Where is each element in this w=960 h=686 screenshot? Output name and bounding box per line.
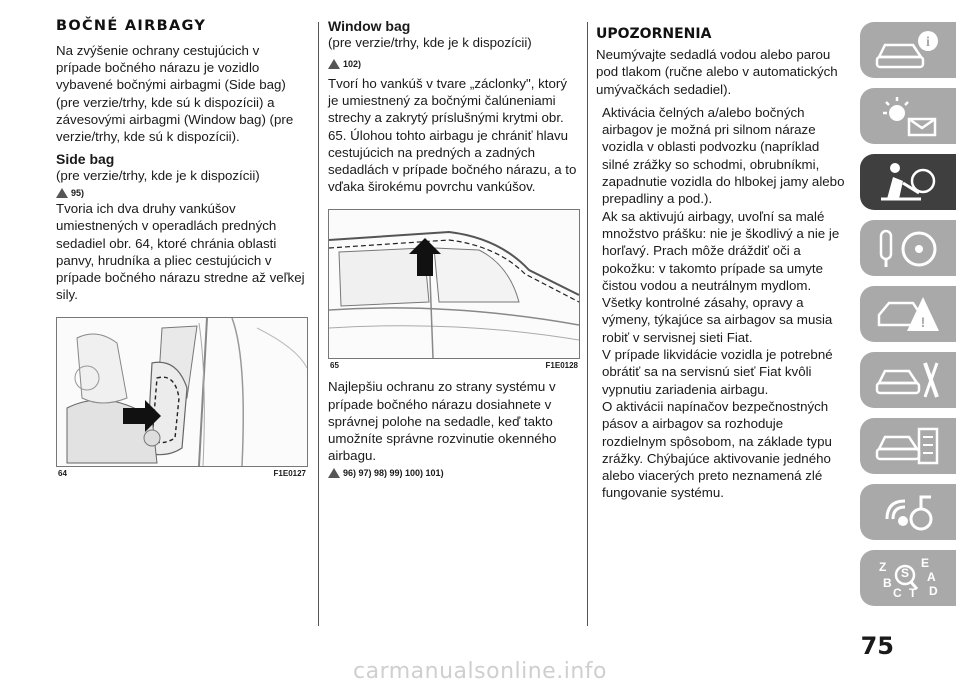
warning-icon (328, 59, 340, 69)
watermark: carmanualsonline.info (353, 659, 607, 684)
tab-car-info[interactable] (860, 22, 956, 78)
window-bag-warning-ref[interactable] (328, 57, 580, 71)
window-bag-heading: Window bag (328, 18, 411, 34)
index-letters-icon (873, 555, 943, 601)
figure-number: 64 (58, 469, 67, 479)
key-steering-icon (873, 225, 943, 271)
figure-frame (328, 209, 580, 359)
dashboard-lights-icon (873, 93, 943, 139)
warning-paragraph: V prípade likvidácie vozidla je potrebné obrátiť sa na servisnú sieť Fiat kvôli vypnutiu zariadenia airbagu. (602, 347, 833, 397)
index-letter: Z (879, 560, 887, 574)
section-title: BOČNÉ AIRBAGY (56, 18, 207, 34)
ref-number: 95) (71, 188, 85, 199)
tab-technical-data[interactable] (860, 418, 956, 474)
warnings-heading: UPOZORNENIA (596, 26, 712, 42)
column-divider (587, 22, 588, 626)
side-bag-paragraph: Tvoria ich dva druhy vankúšov umiestnených v operadlách predných sedadiel obr. 64, ktoré chránia oblasti panvy, hrudníka a pliec cestujúcich v prípade bočného nárazu stredne až veľkej sily. (56, 201, 305, 303)
tab-starting-driving[interactable] (860, 220, 956, 276)
index-letter: T (909, 586, 917, 600)
column-left (56, 18, 308, 478)
technical-data-icon (873, 423, 943, 469)
index-letter: E (921, 556, 930, 570)
page-number: 75 (860, 632, 894, 660)
window-bag-paragraph: Tvorí ho vankúš v tvare „záclonky", ktorý je umiestnený za bočnými čalúneniami strechy a zakrytý príslušnými krytmi obr. 65. Úlohou tohto airbagu je chrániť hlavu cestujúcich na predných a zadných sedadlách v prípade bočného nárazu, a to vďaka širokému povrchu vankúšov. (328, 76, 577, 195)
index-letter: C (893, 586, 902, 600)
warning-paragraph: Všetky kontrolné zásahy, opravy a výmeny, týkajúce sa airbagov sa musia robiť v servisnej sieti Fiat. (602, 295, 833, 345)
airbag-seat-icon (873, 159, 943, 205)
warning-paragraph: O aktivácii napínačov bezpečnostných pásov a airbagov sa rozhoduje rozdielnym spôsobom, na základe typu zrážky. Chýbajúce aktivovanie jedného alebo viacerých preto neznamená zlé fungovanie systému. (602, 398, 832, 501)
figure-frame (56, 317, 308, 467)
intro-paragraph: Na zvýšenie ochrany cestujúcich v prípade bočného nárazu je vozidlo vybavené bočnými airbagmi (Side bag) (pre verzie/trhy, kde sú k dispozícii) a závesovými airbagmi (Window bag) (pre verzie/trhy, kde sú k dispozícii). (56, 43, 294, 145)
warning-icon (56, 188, 68, 198)
warning-triangle-icon (873, 291, 943, 337)
figure-64 (56, 317, 308, 478)
car-info-icon (873, 27, 943, 73)
best-protection-paragraph: Najlepšiu ochranu zo strany systému v prípade bočného nárazu dosiahnete v správnej polohe na sedadle, keď takto umožníte správne rozvinutie okenného airbagu. (328, 379, 557, 464)
column-right (596, 22, 848, 502)
figure-number: 65 (330, 361, 339, 371)
tab-multimedia[interactable] (860, 484, 956, 540)
figure-caption (328, 361, 580, 370)
car-maintenance-icon (873, 357, 943, 403)
index-letter: A (927, 570, 936, 584)
svg-text:i: i (926, 35, 930, 50)
multimedia-icon (873, 489, 943, 535)
best-protection-warning-refs[interactable] (328, 466, 580, 480)
figure-65 (328, 209, 580, 370)
window-bag-car-illustration (329, 210, 579, 358)
tab-safety[interactable] (860, 154, 956, 210)
tab-maintenance[interactable] (860, 352, 956, 408)
side-bag-seat-illustration (57, 318, 307, 466)
column-divider (318, 22, 319, 626)
tab-dashboard-lights[interactable] (860, 88, 956, 144)
side-bag-warning-ref[interactable] (56, 186, 308, 200)
window-bag-availability: (pre verzie/trhy, kde je k dispozícii) (328, 35, 532, 50)
warning-paragraph: Aktivácia čelných a/alebo bočných airbagov je možná pri silnom náraze vozidla v oblasti podvozku (napríklad silné zrážky so schodmi, obrubníkmi, zapadnutie vozidla do hlbokej jamy alebo prepadliny a pod.). (602, 104, 845, 207)
warning-paragraph: Ak sa aktivujú airbagy, uvoľní sa malé množstvo prášku: nie je škodlivý a nie je horľavý. Prach môže dráždiť oči a pokožku: v takomto prípade sa umyte čistou vodou a neutrálnym mydlom. (602, 208, 840, 293)
tab-emergency[interactable] (860, 286, 956, 342)
svg-text:!: ! (920, 314, 926, 330)
warning-icon (328, 468, 340, 478)
warning-list (602, 104, 848, 502)
index-letter: B (883, 576, 892, 590)
tab-index[interactable] (860, 550, 956, 606)
column-middle (328, 18, 580, 480)
side-bag-heading: Side bag (56, 151, 115, 168)
warning-intro: Neumývajte sedadlá vodou alebo parou pod tlakom (ručne alebo v automatických umývačkách sedadiel). (596, 47, 838, 97)
index-letter: S (901, 566, 910, 580)
figure-code: F1E0127 (273, 469, 306, 479)
ref-number: 102) (343, 59, 362, 69)
index-letter: D (929, 584, 938, 598)
figure-code: F1E0128 (545, 361, 578, 371)
figure-caption (56, 469, 308, 478)
ref-numbers: 96) 97) 98) 99) 100) 101) (343, 468, 444, 479)
side-bag-availability: (pre verzie/trhy, kde je k dispozícii) (56, 168, 260, 184)
